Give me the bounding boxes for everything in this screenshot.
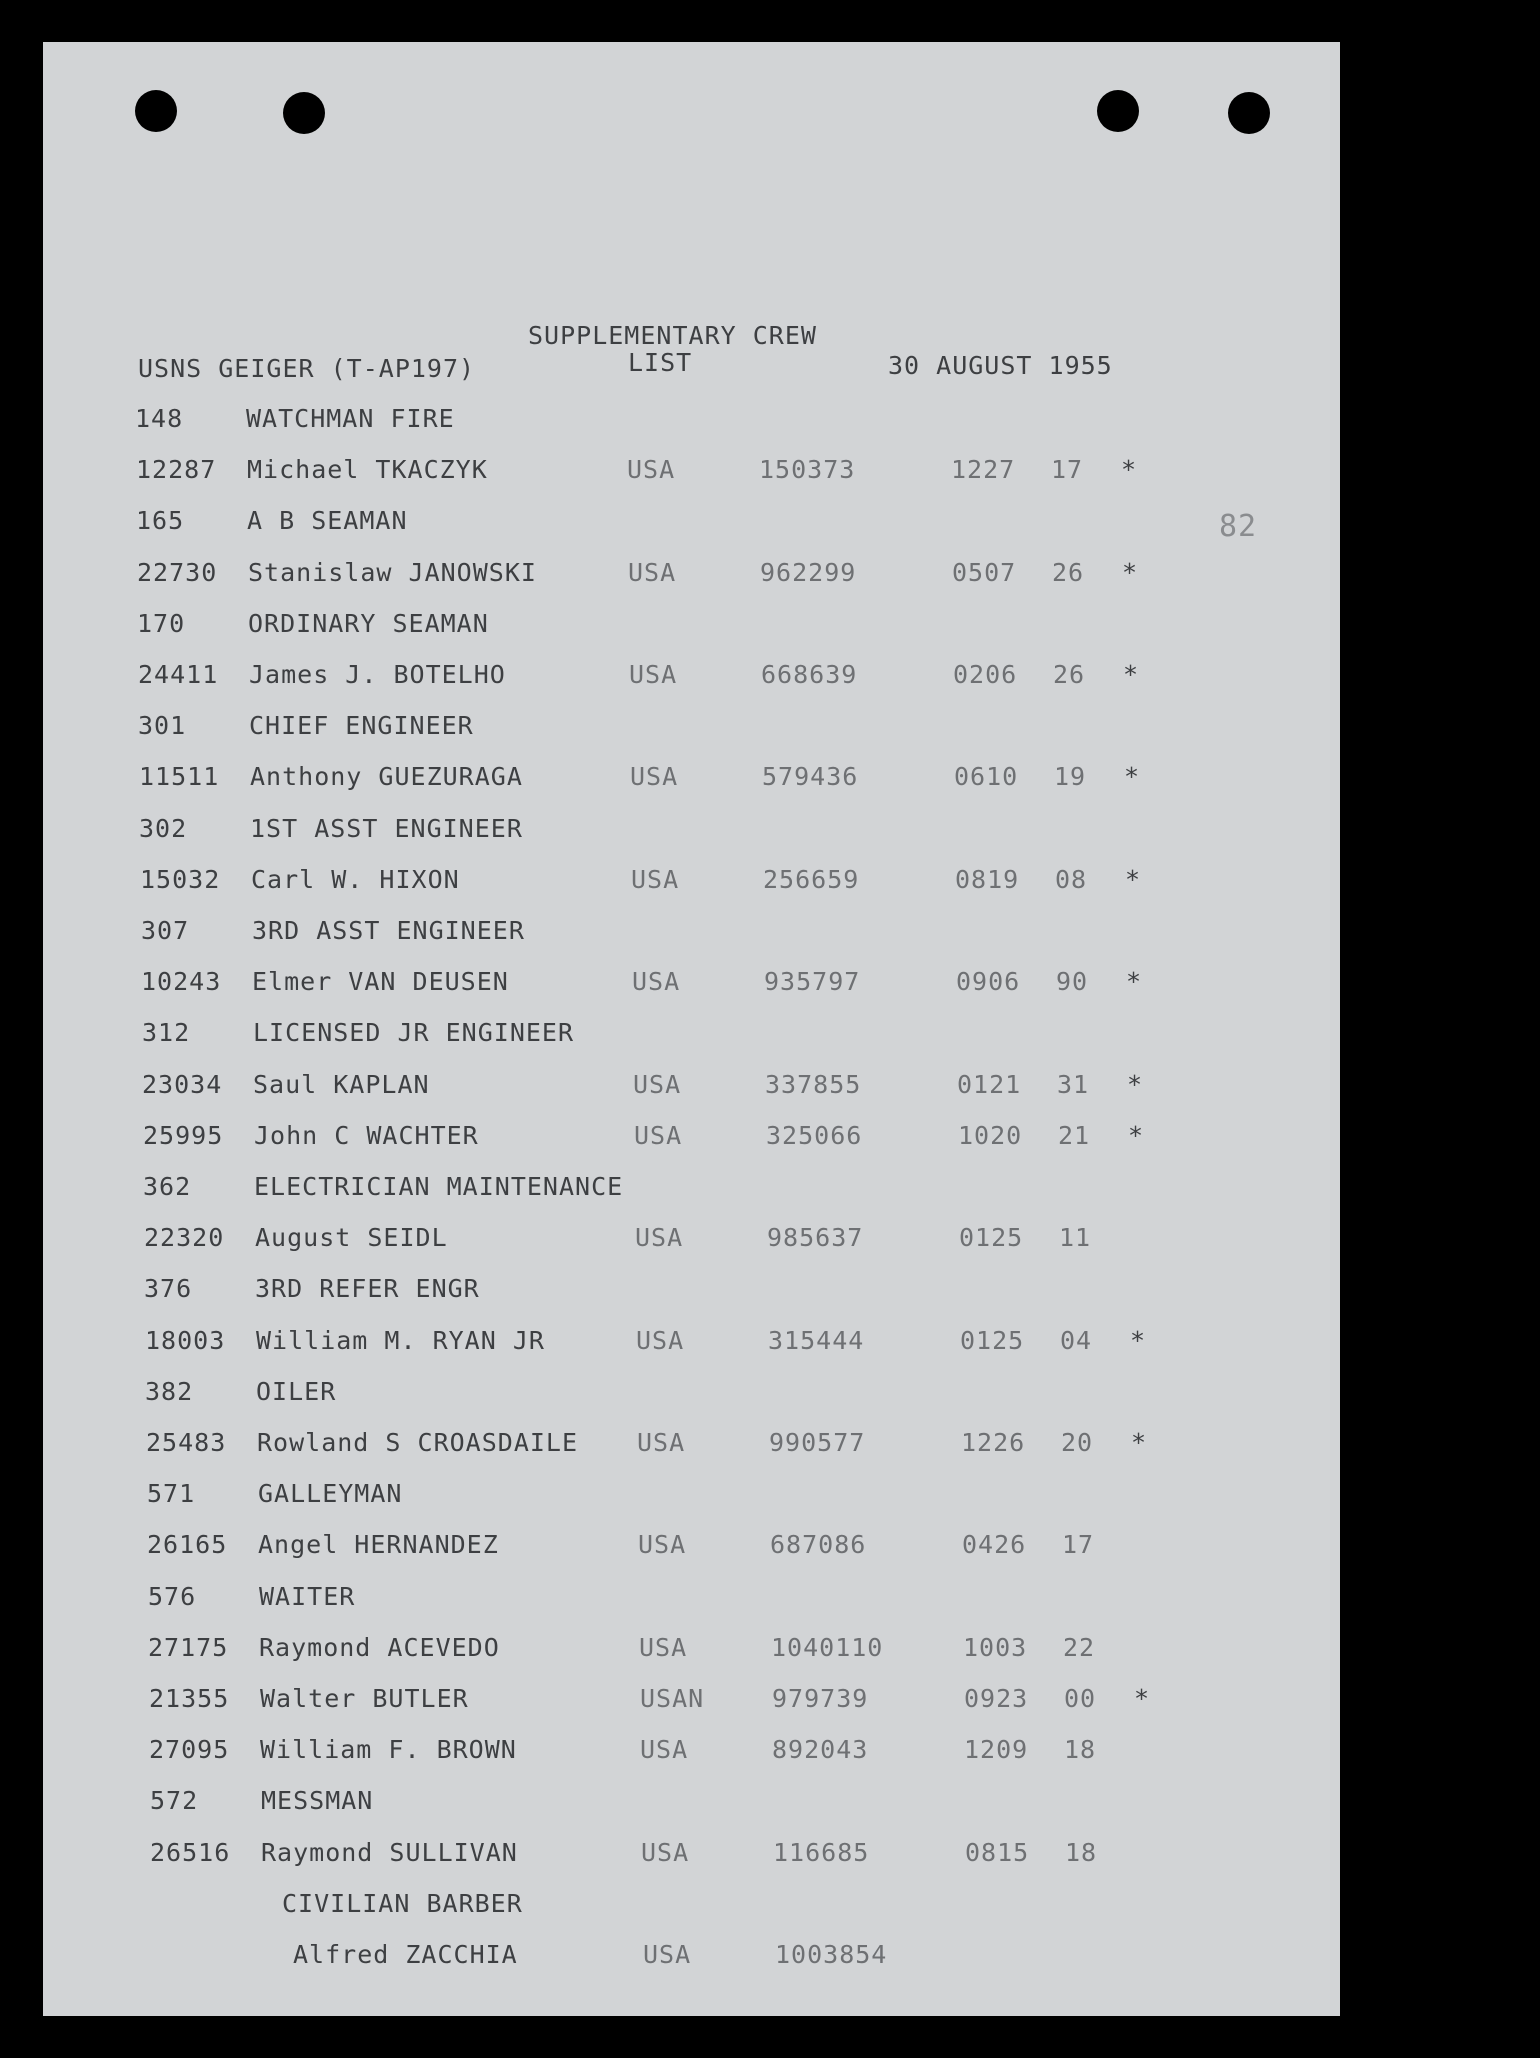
crew-value: 20 (1061, 1428, 1094, 1457)
crew-value: 17 (1051, 455, 1084, 484)
crew-time: 0923 (964, 1684, 1029, 1713)
category-label: WAITER (259, 1582, 356, 1611)
category-code: 301 (138, 711, 187, 740)
crew-value: 31 (1057, 1070, 1090, 1099)
crew-mark: * (1122, 558, 1139, 587)
crew-value: 17 (1062, 1530, 1095, 1559)
crew-name: Walter BUTLER (260, 1684, 469, 1713)
crew-nationality: USA (638, 1530, 687, 1559)
crew-number: 150373 (759, 455, 856, 484)
crew-name: Raymond ACEVEDO (259, 1633, 500, 1662)
crew-time: 0610 (954, 762, 1019, 791)
crew-name: William F. BROWN (260, 1735, 517, 1764)
crew-time: 0125 (960, 1326, 1025, 1355)
crew-mark: * (1126, 967, 1143, 996)
crew-number: 1003854 (775, 1940, 888, 1969)
crew-nationality: USA (640, 1735, 689, 1764)
crew-time: 0206 (953, 660, 1018, 689)
crew-name: Alfred ZACCHIA (293, 1940, 518, 1969)
crew-time: 0815 (965, 1838, 1030, 1867)
category-code: 576 (148, 1582, 197, 1611)
crew-id: 22730 (137, 558, 218, 587)
crew-time: 1003 (963, 1633, 1028, 1662)
crew-number: 985637 (767, 1223, 864, 1252)
crew-id: 15032 (140, 865, 221, 894)
crew-value: 26 (1052, 558, 1085, 587)
crew-number: 337855 (765, 1070, 862, 1099)
crew-mark: * (1124, 762, 1141, 791)
category-label: LICENSED JR ENGINEER (253, 1018, 575, 1047)
crew-id: 27175 (148, 1633, 229, 1662)
crew-id: 24411 (138, 660, 219, 689)
category-label: OILER (256, 1377, 337, 1406)
crew-id: 26165 (147, 1530, 228, 1559)
crew-number: 892043 (772, 1735, 869, 1764)
crew-number: 579436 (762, 762, 859, 791)
crew-mark: * (1125, 865, 1142, 894)
crew-nationality: USA (641, 1838, 690, 1867)
crew-name: Elmer VAN DEUSEN (252, 967, 509, 996)
crew-mark: * (1128, 1121, 1145, 1150)
document-date: 30 AUGUST 1955 (888, 351, 1113, 380)
crew-value: 11 (1059, 1223, 1092, 1252)
category-code: 165 (136, 506, 185, 535)
title-line-2: LIST (628, 348, 693, 377)
crew-time: 0819 (955, 865, 1020, 894)
punch-hole (283, 92, 325, 134)
category-label: 3RD ASST ENGINEER (252, 916, 525, 945)
category-label: MESSMAN (261, 1786, 374, 1815)
crew-id: 11511 (139, 762, 220, 791)
category-label: A B SEAMAN (247, 506, 408, 535)
punch-hole (1097, 90, 1139, 132)
crew-value: 08 (1055, 865, 1088, 894)
crew-id: 27095 (149, 1735, 230, 1764)
crew-number: 256659 (763, 865, 860, 894)
category-label: WATCHMAN FIRE (246, 404, 455, 433)
page-number: 82 (1219, 509, 1258, 544)
crew-number: 668639 (761, 660, 858, 689)
crew-nationality: USA (632, 967, 681, 996)
category-label: 1ST ASST ENGINEER (250, 814, 523, 843)
crew-number: 1040110 (771, 1633, 884, 1662)
category-label: GALLEYMAN (258, 1479, 403, 1508)
crew-number: 935797 (764, 967, 861, 996)
crew-id: 10243 (141, 967, 222, 996)
crew-value: 04 (1060, 1326, 1093, 1355)
punch-hole (1228, 92, 1270, 134)
crew-name: August SEIDL (255, 1223, 448, 1252)
crew-name: Anthony GUEZURAGA (250, 762, 523, 791)
crew-nationality: USA (633, 1070, 682, 1099)
crew-id: 26516 (150, 1838, 231, 1867)
category-code: 382 (145, 1377, 194, 1406)
crew-mark: * (1123, 660, 1140, 689)
crew-time: 0121 (957, 1070, 1022, 1099)
crew-name: Stanislaw JANOWSKI (248, 558, 537, 587)
category-code: 572 (150, 1786, 199, 1815)
category-code: 376 (144, 1274, 193, 1303)
crew-nationality: USA (639, 1633, 688, 1662)
crew-id: 21355 (149, 1684, 230, 1713)
crew-time: 1209 (964, 1735, 1029, 1764)
crew-id: 23034 (142, 1070, 223, 1099)
crew-value: 18 (1064, 1735, 1097, 1764)
crew-name: John C WACHTER (254, 1121, 479, 1150)
crew-name: James J. BOTELHO (249, 660, 506, 689)
ship-name: USNS GEIGER (T-AP197) (138, 354, 476, 383)
crew-value: 26 (1053, 660, 1086, 689)
category-label: 3RD REFER ENGR (255, 1274, 480, 1303)
crew-nationality: USA (629, 660, 678, 689)
document-page (43, 42, 1340, 2016)
punch-hole (135, 90, 177, 132)
crew-number: 325066 (766, 1121, 863, 1150)
category-code: 312 (142, 1018, 191, 1047)
crew-value: 18 (1065, 1838, 1098, 1867)
crew-nationality: USA (627, 455, 676, 484)
crew-name: Michael TKACZYK (247, 455, 488, 484)
crew-value: 22 (1063, 1633, 1096, 1662)
crew-number: 315444 (768, 1326, 865, 1355)
category-code: 148 (135, 404, 184, 433)
crew-time: 0906 (956, 967, 1021, 996)
crew-mark: * (1134, 1684, 1151, 1713)
crew-number: 687086 (770, 1530, 867, 1559)
crew-id: 18003 (145, 1326, 226, 1355)
crew-name: Saul KAPLAN (253, 1070, 430, 1099)
category-code: 307 (141, 916, 190, 945)
crew-nationality: USA (636, 1326, 685, 1355)
crew-mark: * (1127, 1070, 1144, 1099)
crew-time: 1020 (958, 1121, 1023, 1150)
crew-nationality: USAN (640, 1684, 705, 1713)
crew-id: 25483 (146, 1428, 227, 1457)
crew-nationality: USA (628, 558, 677, 587)
crew-time: 0125 (959, 1223, 1024, 1252)
crew-nationality: USA (643, 1940, 692, 1969)
crew-nationality: USA (637, 1428, 686, 1457)
crew-nationality: USA (630, 762, 679, 791)
crew-name: Rowland S CROASDAILE (257, 1428, 579, 1457)
crew-id: 22320 (144, 1223, 225, 1252)
category-code: 362 (143, 1172, 192, 1201)
category-code: 302 (139, 814, 188, 843)
crew-mark: * (1130, 1326, 1147, 1355)
crew-mark: * (1131, 1428, 1148, 1457)
crew-time: 0507 (952, 558, 1017, 587)
crew-name: William M. RYAN JR (256, 1326, 545, 1355)
crew-value: 00 (1064, 1684, 1097, 1713)
category-code: 170 (137, 609, 186, 638)
crew-time: 1226 (961, 1428, 1026, 1457)
crew-name: Carl W. HIXON (251, 865, 460, 894)
crew-number: 962299 (760, 558, 857, 587)
category-label: ELECTRICIAN MAINTENANCE (254, 1172, 624, 1201)
crew-mark: * (1121, 455, 1138, 484)
crew-value: 19 (1054, 762, 1087, 791)
category-label: CHIEF ENGINEER (249, 711, 474, 740)
crew-number: 979739 (772, 1684, 869, 1713)
crew-id: 25995 (143, 1121, 224, 1150)
crew-id: 12287 (136, 455, 217, 484)
crew-value: 90 (1056, 967, 1089, 996)
crew-name: Angel HERNANDEZ (258, 1530, 499, 1559)
crew-nationality: USA (634, 1121, 683, 1150)
crew-number: 990577 (769, 1428, 866, 1457)
crew-value: 21 (1058, 1121, 1091, 1150)
category-label: ORDINARY SEAMAN (248, 609, 489, 638)
crew-time: 0426 (962, 1530, 1027, 1559)
crew-nationality: USA (631, 865, 680, 894)
category-code: 571 (147, 1479, 196, 1508)
category-label: CIVILIAN BARBER (282, 1889, 523, 1918)
crew-time: 1227 (951, 455, 1016, 484)
crew-nationality: USA (635, 1223, 684, 1252)
title-line-1: SUPPLEMENTARY CREW (528, 321, 817, 350)
crew-name: Raymond SULLIVAN (261, 1838, 518, 1867)
crew-number: 116685 (773, 1838, 870, 1867)
